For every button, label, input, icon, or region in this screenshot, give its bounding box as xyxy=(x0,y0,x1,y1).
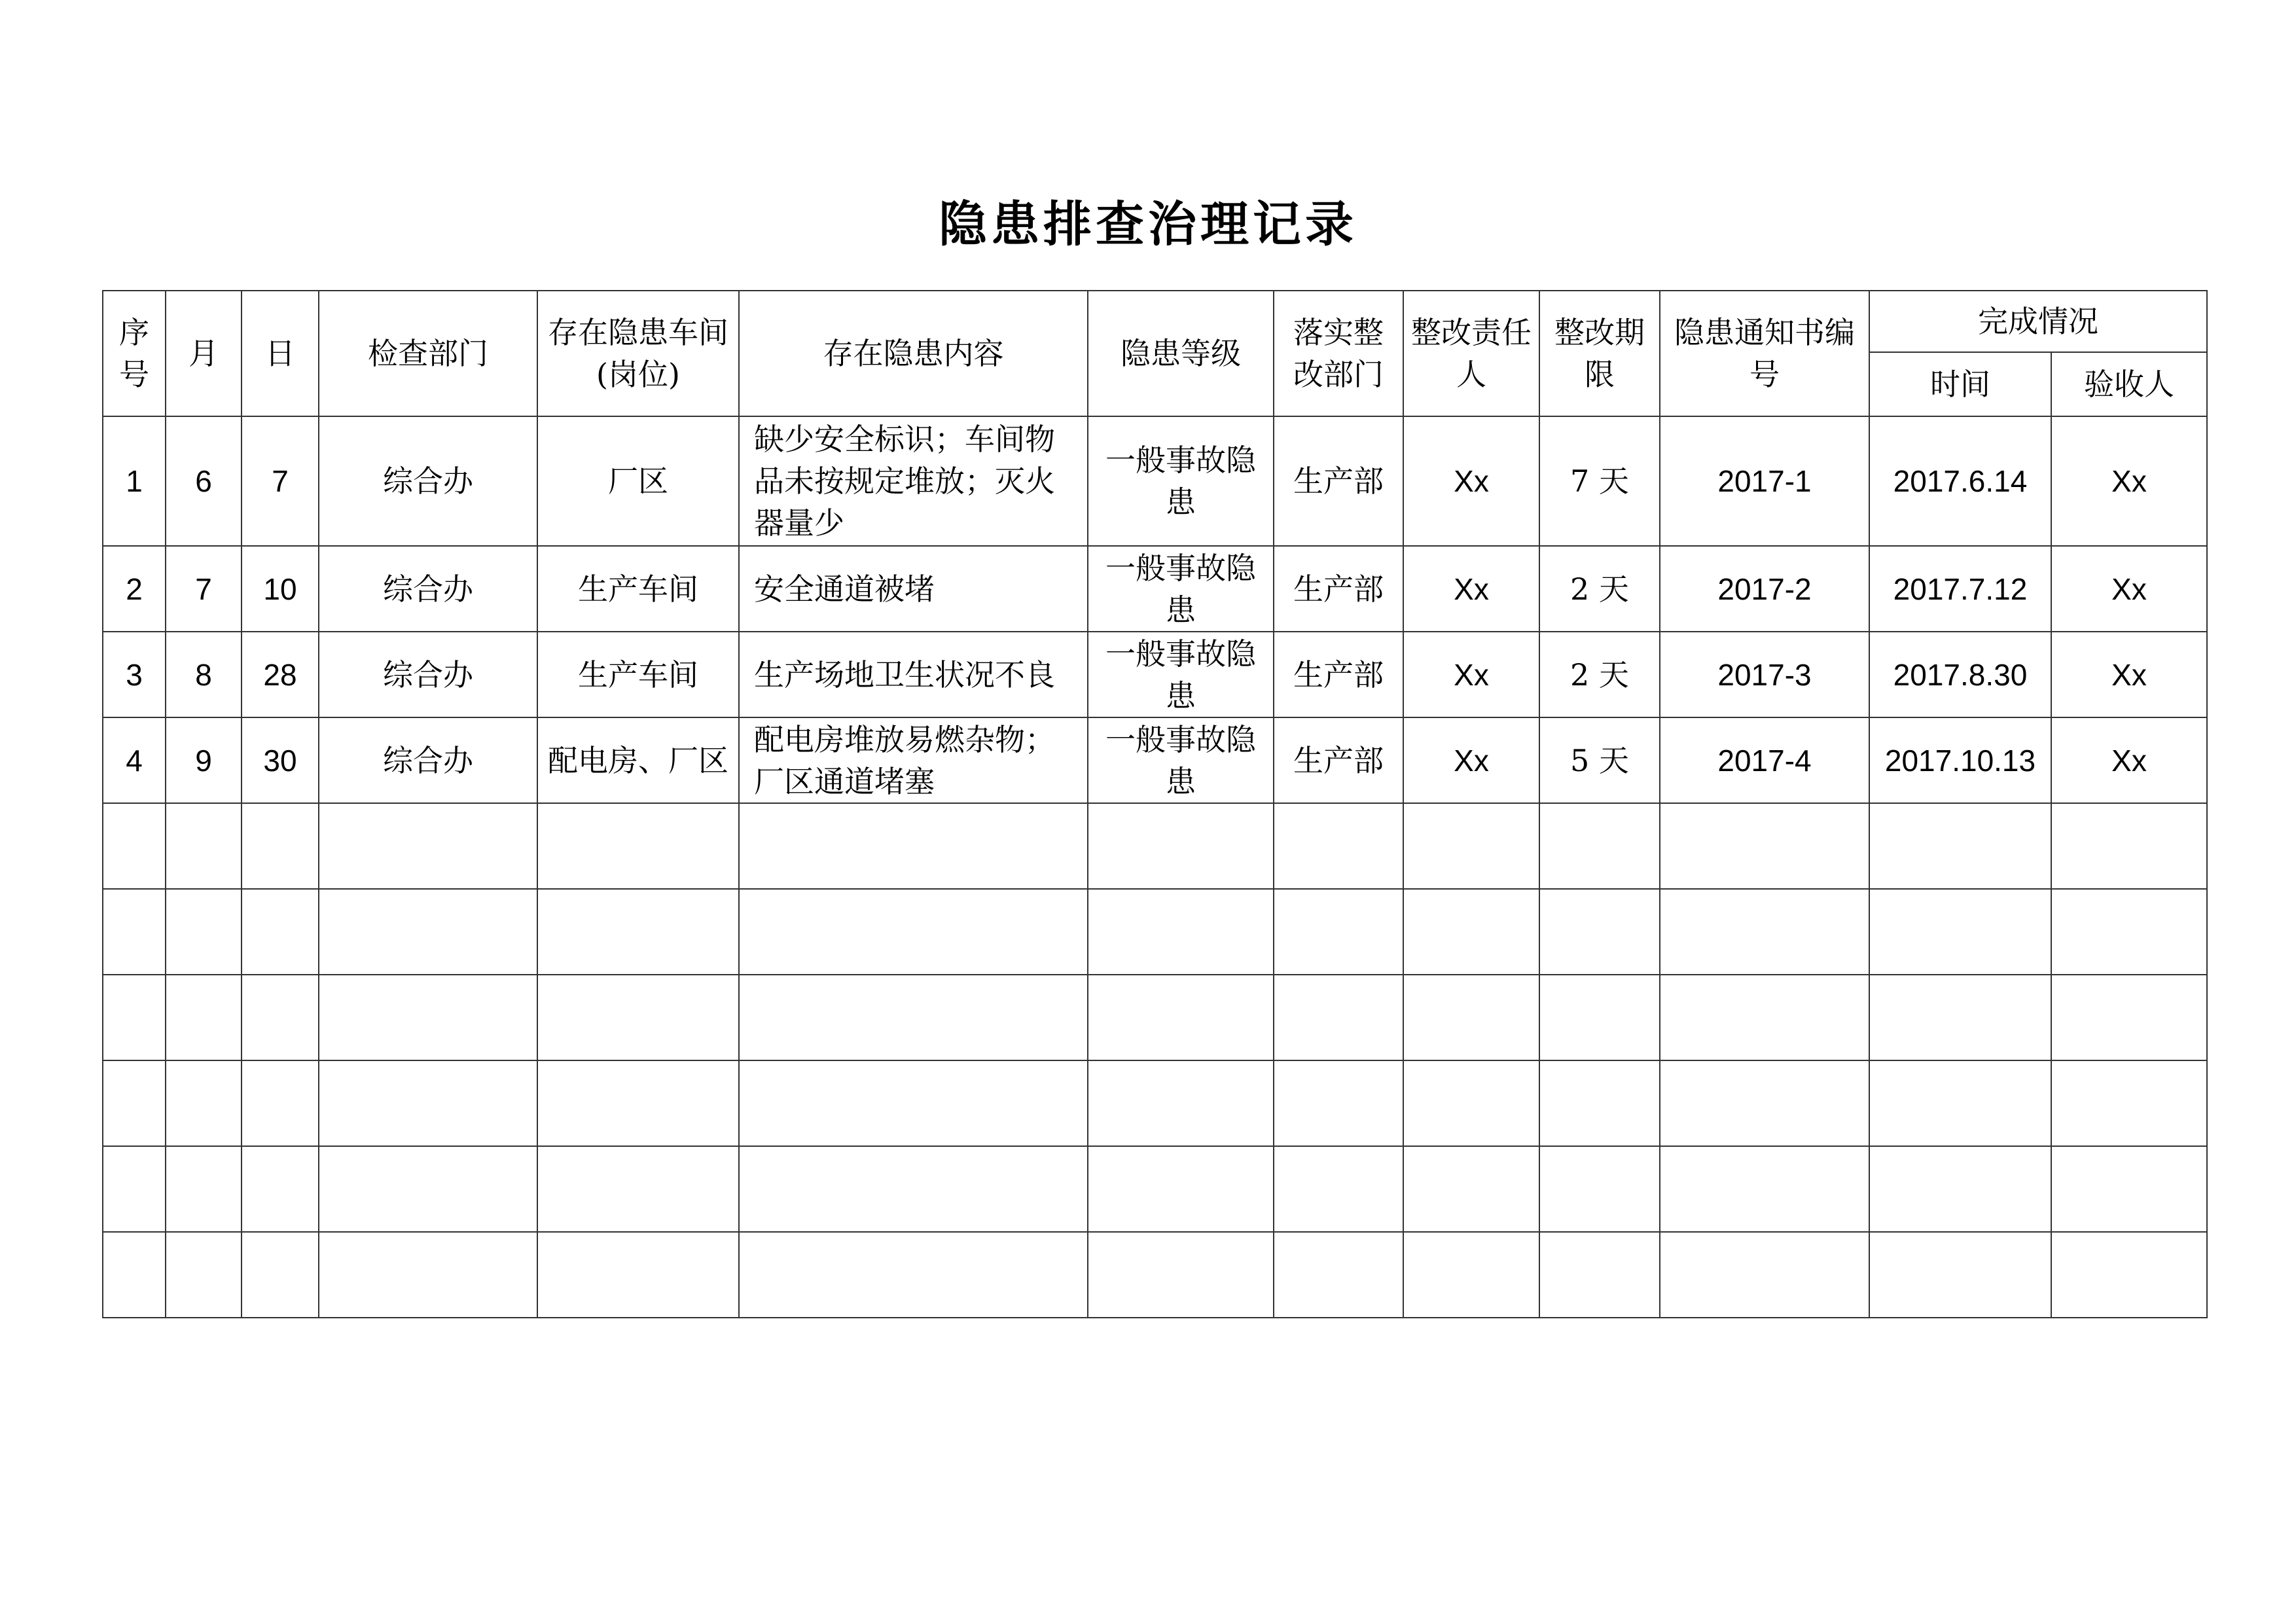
cell-acceptor: Xx xyxy=(2051,416,2207,546)
empty-cell xyxy=(1539,975,1660,1060)
empty-table-row xyxy=(103,975,2207,1060)
cell-responsible: Xx xyxy=(1403,632,1539,717)
empty-cell xyxy=(2051,1146,2207,1232)
cell-time: 2017.8.30 xyxy=(1869,632,2051,717)
empty-cell xyxy=(1088,1232,1274,1318)
header-impl-dept: 落实整改部门 xyxy=(1274,291,1403,416)
empty-cell xyxy=(103,1232,166,1318)
empty-cell xyxy=(1274,1232,1403,1318)
cell-time: 2017.10.13 xyxy=(1869,717,2051,803)
empty-cell xyxy=(537,1060,739,1146)
header-month: 月 xyxy=(166,291,242,416)
cell-content: 生产场地卫生状况不良 xyxy=(739,632,1088,717)
empty-table-row xyxy=(103,1060,2207,1146)
empty-cell xyxy=(537,1146,739,1232)
cell-inspect-dept: 综合办 xyxy=(319,416,537,546)
empty-cell xyxy=(1539,1146,1660,1232)
empty-cell xyxy=(166,1060,242,1146)
empty-cell xyxy=(1403,1232,1539,1318)
empty-cell xyxy=(1403,975,1539,1060)
cell-time: 2017.7.12 xyxy=(1869,546,2051,632)
empty-cell xyxy=(1403,803,1539,889)
cell-impl-dept: 生产部 xyxy=(1274,717,1403,803)
empty-cell xyxy=(739,803,1088,889)
empty-cell xyxy=(2051,1232,2207,1318)
empty-cell xyxy=(1660,975,1869,1060)
header-notice-no: 隐患通知书编号 xyxy=(1660,291,1869,416)
cell-content: 缺少安全标识；车间物品未按规定堆放；灭火器量少 xyxy=(739,416,1088,546)
empty-cell xyxy=(1088,1146,1274,1232)
empty-cell xyxy=(1869,1146,2051,1232)
empty-cell xyxy=(2051,975,2207,1060)
header-row xyxy=(103,291,2207,352)
cell-seq: 3 xyxy=(103,632,166,717)
header-completion: 完成情况 xyxy=(1869,291,2207,352)
empty-cell xyxy=(1274,803,1403,889)
cell-acceptor: Xx xyxy=(2051,632,2207,717)
empty-table-row xyxy=(103,889,2207,975)
cell-seq: 4 xyxy=(103,717,166,803)
empty-cell xyxy=(1869,803,2051,889)
cell-day: 28 xyxy=(242,632,319,717)
cell-notice-no: 2017-1 xyxy=(1660,416,1869,546)
header-content: 存在隐患内容 xyxy=(739,291,1088,416)
empty-cell xyxy=(166,1146,242,1232)
cell-deadline: 2 天 xyxy=(1539,632,1660,717)
empty-cell xyxy=(739,1146,1088,1232)
empty-cell xyxy=(1869,1060,2051,1146)
cell-responsible: Xx xyxy=(1403,546,1539,632)
empty-cell xyxy=(1088,803,1274,889)
cell-workshop: 生产车间 xyxy=(537,632,739,717)
empty-cell xyxy=(319,889,537,975)
empty-cell xyxy=(1660,1146,1869,1232)
cell-seq: 2 xyxy=(103,546,166,632)
empty-cell xyxy=(739,1060,1088,1146)
empty-cell xyxy=(319,1232,537,1318)
empty-cell xyxy=(1274,1060,1403,1146)
cell-inspect-dept: 综合办 xyxy=(319,632,537,717)
cell-acceptor: Xx xyxy=(2051,546,2207,632)
cell-month: 6 xyxy=(166,416,242,546)
page-title: 隐患排查治理记录 xyxy=(939,196,1357,253)
header-workshop: 存在隐患车间(岗位) xyxy=(537,291,739,416)
empty-cell xyxy=(537,803,739,889)
empty-cell xyxy=(103,1060,166,1146)
empty-cell xyxy=(166,1232,242,1318)
empty-cell xyxy=(319,803,537,889)
empty-cell xyxy=(739,975,1088,1060)
cell-level: 一般事故隐患 xyxy=(1088,416,1274,546)
cell-deadline: 5 天 xyxy=(1539,717,1660,803)
table-row xyxy=(103,416,2207,546)
empty-cell xyxy=(242,1060,319,1146)
cell-level: 一般事故隐患 xyxy=(1088,546,1274,632)
empty-cell xyxy=(1274,889,1403,975)
empty-cell xyxy=(242,889,319,975)
empty-table-row xyxy=(103,1146,2207,1232)
table-row xyxy=(103,717,2207,803)
cell-impl-dept: 生产部 xyxy=(1274,546,1403,632)
empty-cell xyxy=(1660,1060,1869,1146)
empty-cell xyxy=(166,889,242,975)
empty-cell xyxy=(739,889,1088,975)
empty-table-row xyxy=(103,803,2207,889)
empty-cell xyxy=(319,1060,537,1146)
empty-cell xyxy=(1274,1146,1403,1232)
empty-cell xyxy=(1869,889,2051,975)
table-row xyxy=(103,546,2207,632)
empty-cell xyxy=(537,1232,739,1318)
cell-time: 2017.6.14 xyxy=(1869,416,2051,546)
cell-inspect-dept: 综合办 xyxy=(319,546,537,632)
empty-cell xyxy=(1088,1060,1274,1146)
empty-cell xyxy=(1403,889,1539,975)
cell-impl-dept: 生产部 xyxy=(1274,632,1403,717)
cell-deadline: 7 天 xyxy=(1539,416,1660,546)
cell-acceptor: Xx xyxy=(2051,717,2207,803)
empty-cell xyxy=(103,803,166,889)
empty-cell xyxy=(242,1232,319,1318)
empty-cell xyxy=(1539,1232,1660,1318)
empty-cell xyxy=(1539,889,1660,975)
header-level: 隐患等级 xyxy=(1088,291,1274,416)
empty-cell xyxy=(1403,1060,1539,1146)
empty-table-row xyxy=(103,1232,2207,1318)
cell-content: 安全通道被堵 xyxy=(739,546,1088,632)
hazard-record-table xyxy=(102,290,2208,1318)
cell-notice-no: 2017-3 xyxy=(1660,632,1869,717)
empty-cell xyxy=(1088,975,1274,1060)
cell-workshop: 厂区 xyxy=(537,416,739,546)
cell-impl-dept: 生产部 xyxy=(1274,416,1403,546)
header-deadline: 整改期限 xyxy=(1539,291,1660,416)
cell-responsible: Xx xyxy=(1403,416,1539,546)
cell-workshop: 生产车间 xyxy=(537,546,739,632)
empty-cell xyxy=(1088,889,1274,975)
cell-day: 30 xyxy=(242,717,319,803)
empty-cell xyxy=(1539,1060,1660,1146)
empty-cell xyxy=(537,889,739,975)
table-row xyxy=(103,632,2207,717)
cell-workshop: 配电房、厂区 xyxy=(537,717,739,803)
empty-cell xyxy=(1660,803,1869,889)
cell-month: 8 xyxy=(166,632,242,717)
header-seq: 序号 xyxy=(103,291,166,416)
empty-cell xyxy=(166,803,242,889)
cell-month: 7 xyxy=(166,546,242,632)
header-acceptor: 验收人 xyxy=(2051,352,2207,416)
empty-cell xyxy=(537,975,739,1060)
empty-cell xyxy=(1274,975,1403,1060)
cell-responsible: Xx xyxy=(1403,717,1539,803)
empty-cell xyxy=(166,975,242,1060)
empty-cell xyxy=(2051,1060,2207,1146)
header-inspect-dept: 检查部门 xyxy=(319,291,537,416)
cell-level: 一般事故隐患 xyxy=(1088,632,1274,717)
cell-content: 配电房堆放易燃杂物；厂区通道堵塞 xyxy=(739,717,1088,803)
empty-cell xyxy=(2051,803,2207,889)
empty-cell xyxy=(1869,975,2051,1060)
header-responsible: 整改责任人 xyxy=(1403,291,1539,416)
cell-notice-no: 2017-2 xyxy=(1660,546,1869,632)
cell-deadline: 2 天 xyxy=(1539,546,1660,632)
empty-cell xyxy=(242,803,319,889)
cell-inspect-dept: 综合办 xyxy=(319,717,537,803)
empty-cell xyxy=(2051,889,2207,975)
cell-day: 7 xyxy=(242,416,319,546)
cell-notice-no: 2017-4 xyxy=(1660,717,1869,803)
empty-cell xyxy=(103,889,166,975)
header-day: 日 xyxy=(242,291,319,416)
empty-cell xyxy=(1869,1232,2051,1318)
empty-cell xyxy=(1660,889,1869,975)
cell-month: 9 xyxy=(166,717,242,803)
empty-cell xyxy=(319,975,537,1060)
empty-cell xyxy=(1403,1146,1539,1232)
empty-cell xyxy=(1660,1232,1869,1318)
empty-cell xyxy=(739,1232,1088,1318)
cell-level: 一般事故隐患 xyxy=(1088,717,1274,803)
empty-cell xyxy=(319,1146,537,1232)
header-time: 时间 xyxy=(1869,352,2051,416)
cell-seq: 1 xyxy=(103,416,166,546)
empty-cell xyxy=(242,1146,319,1232)
empty-cell xyxy=(242,975,319,1060)
cell-day: 10 xyxy=(242,546,319,632)
empty-cell xyxy=(103,1146,166,1232)
empty-cell xyxy=(103,975,166,1060)
empty-cell xyxy=(1539,803,1660,889)
